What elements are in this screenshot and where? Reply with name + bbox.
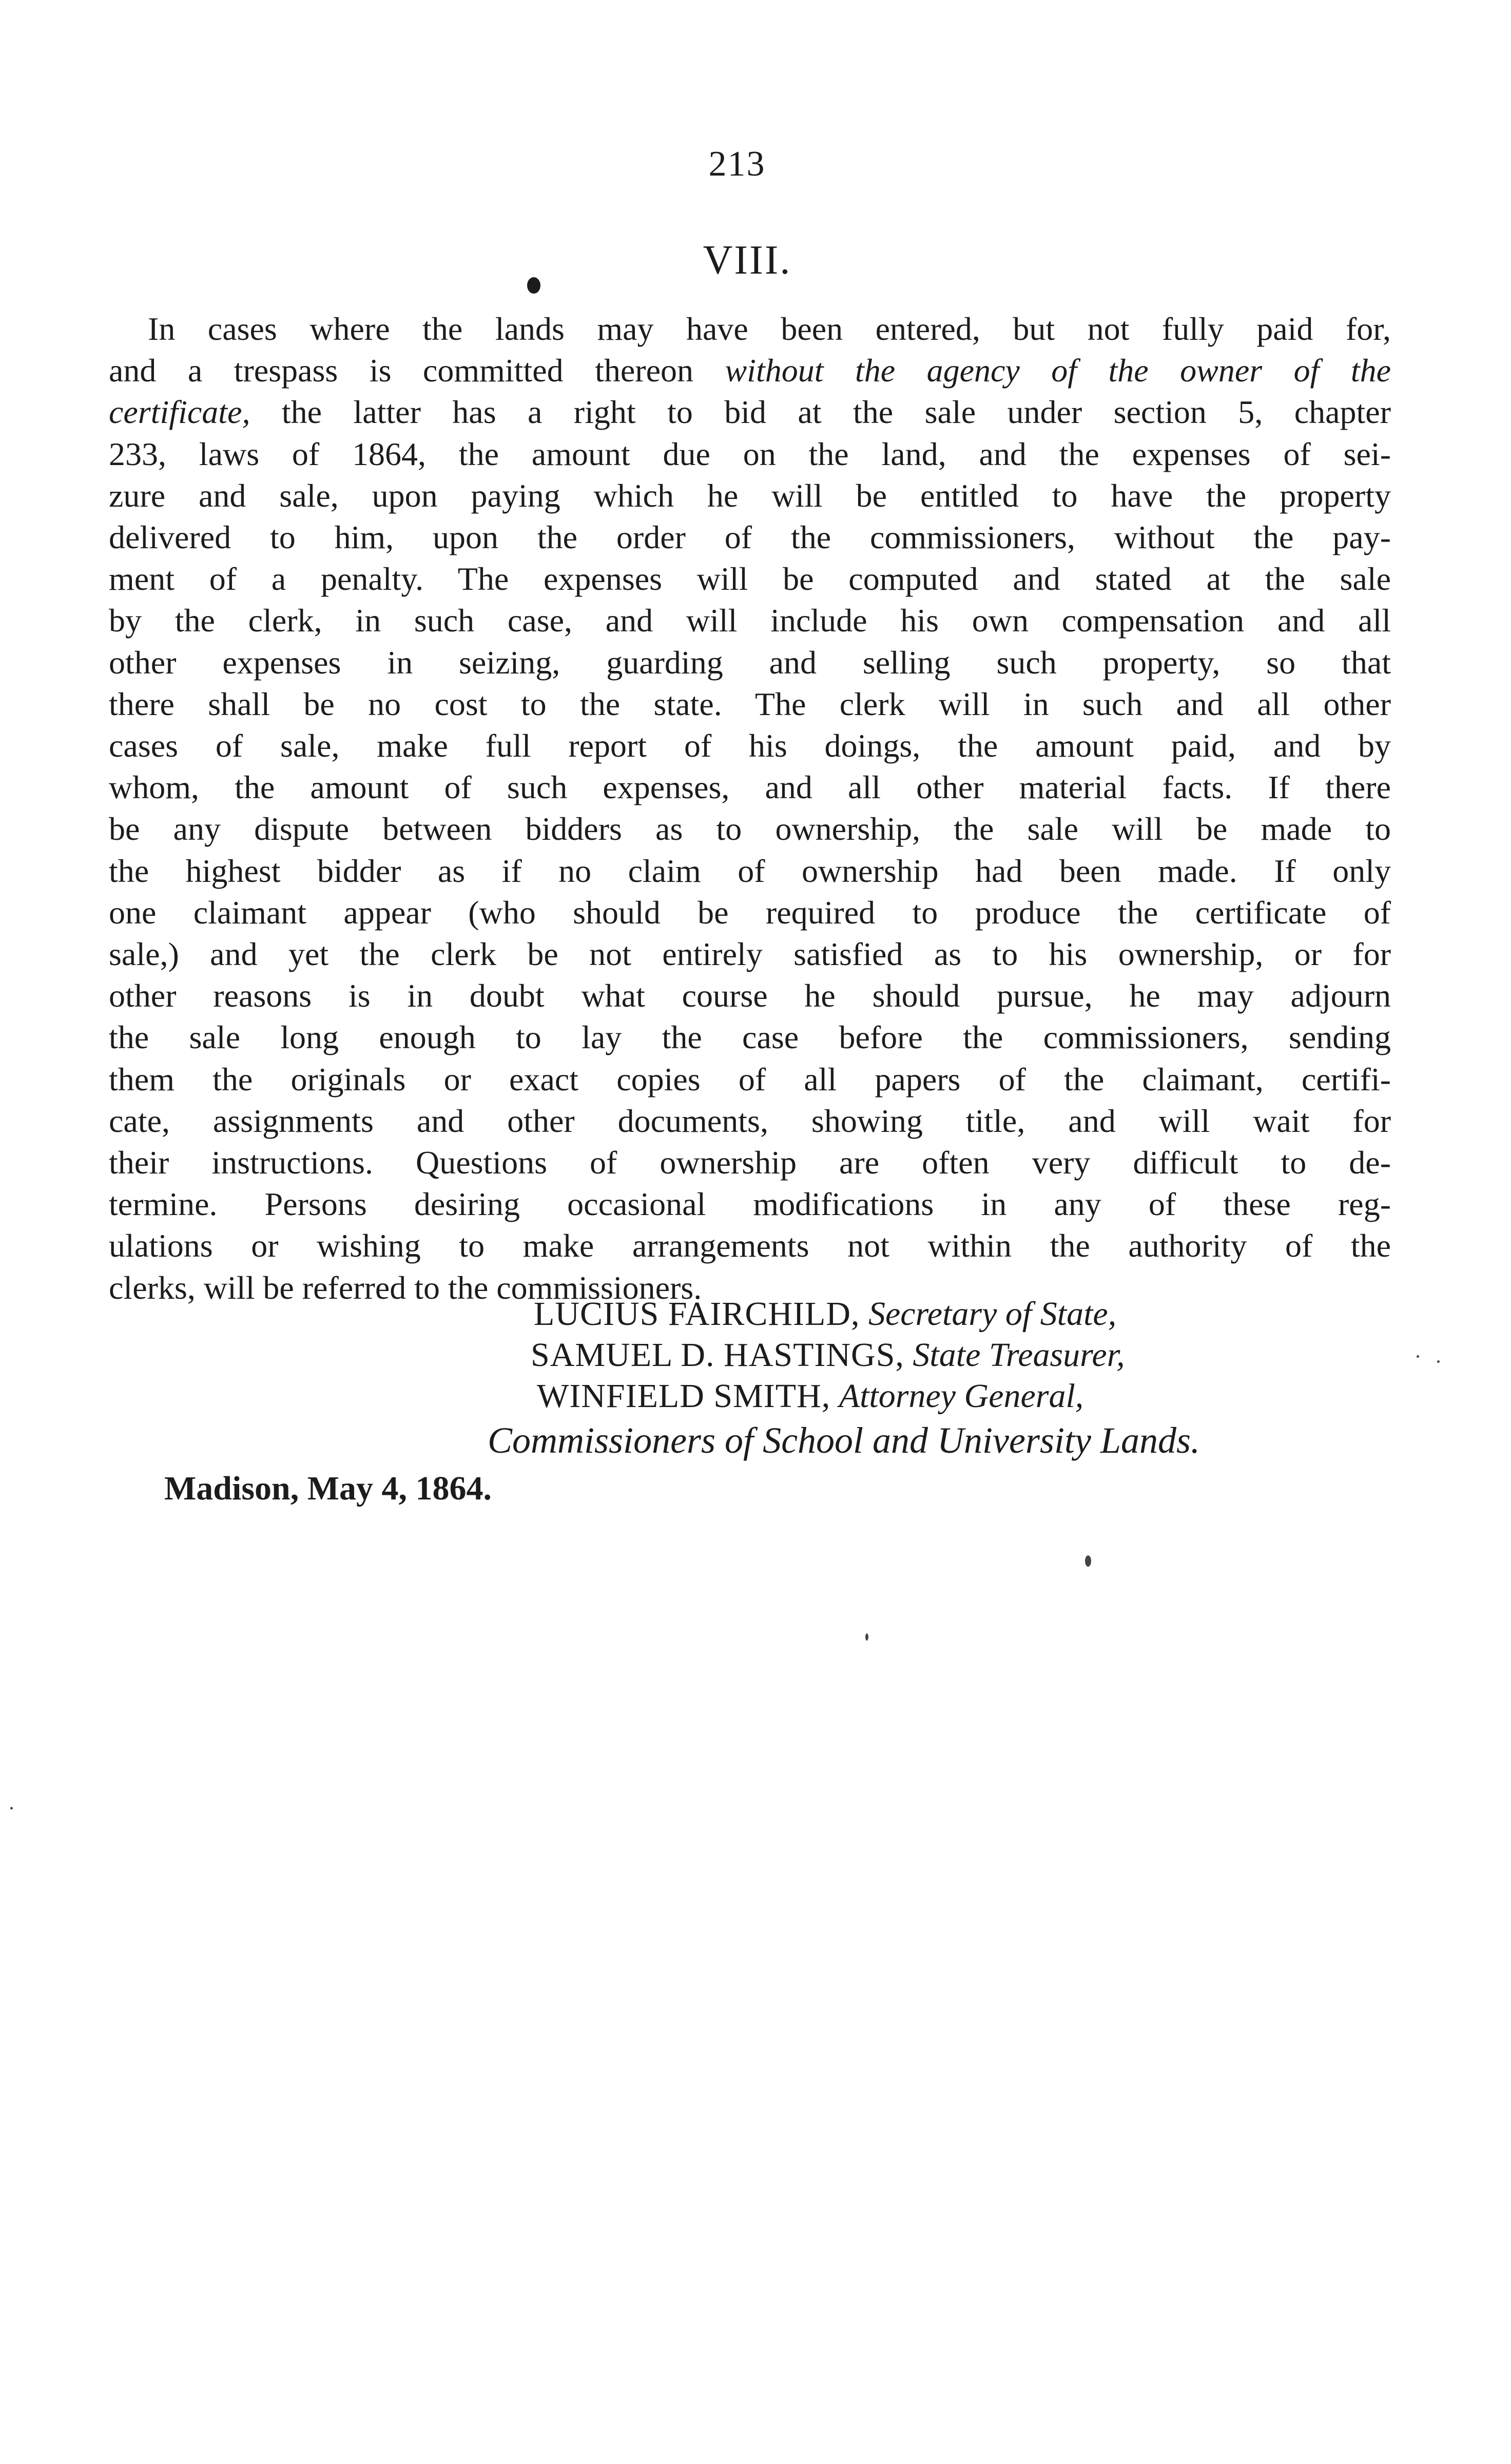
ink-speck	[1437, 1360, 1440, 1363]
signatory-secretary-of-state	[534, 1294, 1116, 1335]
body-line: termine. Persons desiring occasional modifications in any of these reg-	[109, 1186, 1391, 1223]
place-and-date: Madison, May 4, 1864.	[164, 1470, 492, 1507]
body-line: the sale long enough to lay the case before the commissioners, sending	[109, 1019, 1391, 1056]
body-line: cate, assignments and other documents, showing title, and will wait for	[109, 1102, 1391, 1139]
body-line: sale,) and yet the clerk be not entirely satisfied as to his ownership, or for	[109, 936, 1391, 973]
body-line: one claimant appear (who should be required to produce the certificate of	[109, 894, 1391, 931]
body-line: ulations or wishing to make arrangements not within the authority of the	[109, 1227, 1391, 1264]
body-line-text: the latter has a right to bid at the sale under section 5, chapter	[281, 394, 1391, 431]
body-line: In cases where the lands may have been entered, but not fully paid for,	[148, 311, 1391, 347]
ink-bullet-mark	[527, 277, 540, 294]
body-line: be any dispute between bidders as to ownership, the sale will be made to	[109, 811, 1391, 848]
body-line-mixed	[109, 350, 1391, 391]
body-line: by the clerk, in such case, and will include his own compensation and all	[109, 602, 1391, 639]
signatory-name: WINFIELD SMITH,	[537, 1377, 831, 1415]
body-line: other expenses in seizing, guarding and selling such property, so that	[109, 644, 1391, 681]
body-line: delivered to him, upon the order of the commissioners, without the pay-	[109, 519, 1391, 556]
body-line: the highest bidder as if no claim of ownership had been made. If only	[109, 852, 1391, 889]
body-line: their instructions. Questions of ownership are often very difficult to de-	[109, 1144, 1391, 1181]
body-line: other reasons is in doubt what course he should pursue, he may adjourn	[109, 977, 1391, 1014]
body-line: ment of a penalty. The expenses will be computed and stated at the sale	[109, 561, 1391, 598]
ink-speck	[1085, 1555, 1091, 1567]
signatory-state-treasurer	[531, 1335, 1125, 1376]
commission-title: Commissioners of School and University Lands.	[488, 1420, 1200, 1461]
signatory-name: LUCIUS FAIRCHILD,	[534, 1295, 860, 1333]
signatory-title: State Treasurer,	[913, 1336, 1125, 1374]
italic-phrase: without the agency of the owner of the	[725, 352, 1391, 389]
body-line: there shall be no cost to the state. The clerk will in such and all other	[109, 685, 1391, 722]
signatory-attorney-general	[537, 1376, 1083, 1417]
section-heading: VIII.	[703, 238, 792, 283]
ink-speck	[865, 1633, 868, 1641]
body-line: 233, laws of 1864, the amount due on the land, and the expenses of sei-	[109, 435, 1391, 472]
ink-speck	[10, 1807, 13, 1810]
signatory-title: Attorney General,	[839, 1377, 1084, 1415]
italic-phrase: certificate,	[109, 394, 250, 431]
body-line: clerks, will be referred to the commissioners.	[109, 1269, 702, 1306]
body-paragraph	[109, 308, 1391, 1308]
body-line-mixed	[109, 391, 1391, 433]
ink-speck	[1417, 1355, 1419, 1358]
body-line: zure and sale, upon paying which he will be entitled to have the property	[109, 477, 1391, 514]
page-number: 213	[708, 144, 766, 184]
body-line: whom, the amount of such expenses, and all other material facts. If there	[109, 769, 1391, 806]
body-line: them the originals or exact copies of all papers of the claimant, certifi-	[109, 1061, 1391, 1098]
signatory-title: Secretary of State,	[868, 1295, 1117, 1333]
body-line-text: and a trespass is committed thereon	[109, 352, 694, 389]
body-line: cases of sale, make full report of his doings, the amount paid, and by	[109, 727, 1391, 764]
signatory-name: SAMUEL D. HASTINGS,	[531, 1336, 904, 1374]
